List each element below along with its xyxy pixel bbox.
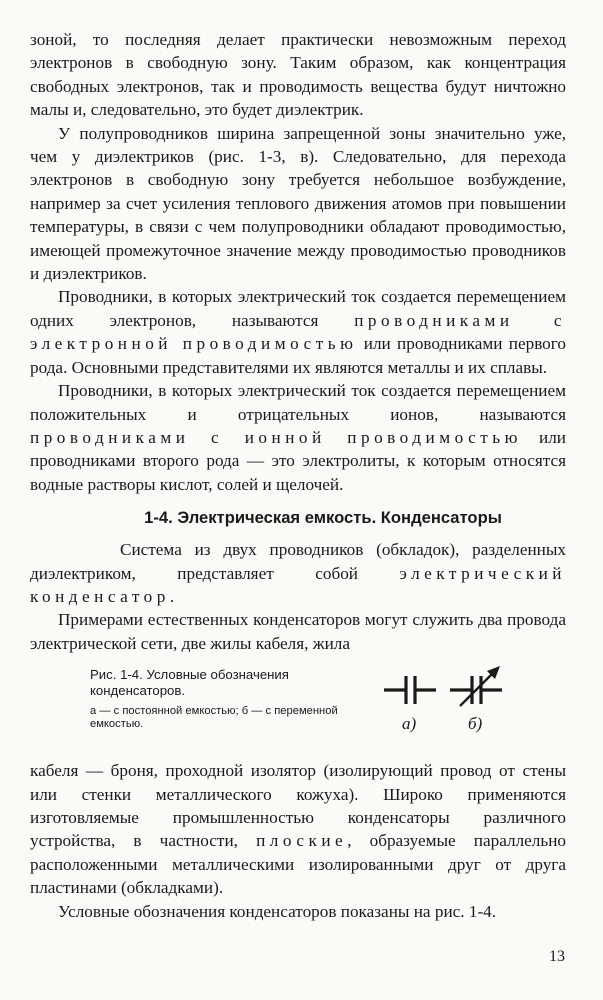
page-body	[30, 28, 566, 923]
text-run: Система из двух проводников (обкладок), разделенных диэлектриком, представляет собой	[30, 540, 566, 583]
text-run: кабеля — броня, проходной изолятор (изолирующий провод от стены или стенки металлического кожуха). Широко применяются изготовляемые промышленностью конденсаторы различного устройства, в частности,	[30, 761, 566, 851]
spaced-term: проводниками с электронной проводимостью	[30, 310, 566, 354]
text-run: , образуемые параллельно расположенными металлическими изолированными друг от друга пластинами (обкладками).	[30, 831, 566, 898]
variable-capacitor-symbol	[450, 666, 502, 706]
paragraph-examples-start: Примерами естественных конденсаторов могут служить два провода электрической сети, две жилы кабеля, жила	[30, 610, 566, 653]
text-run: или проводниками второго рода — это электролиты, к которым относятся водные растворы кислот, солей и щелочей.	[30, 427, 566, 494]
figure-caption	[90, 667, 362, 731]
spaced-term: электрический конденсатор	[30, 563, 566, 606]
page-number: 13	[549, 948, 565, 965]
label-b: б)	[468, 714, 483, 734]
paragraph-electronic-conductors	[30, 285, 566, 379]
figure-1-4	[30, 663, 566, 755]
label-a: а)	[402, 714, 417, 734]
paragraph-semiconductors: У полупроводников ширина запрещенной зоны значительно уже, чем у диэлектриков (рис. 1-3, в). Следовательно, для перехода электронов в свободную зону требуется небольшое возбуждение, например за счет усиления теплового движения атомов при повышении температуры, в связи с чем полупроводники обладают проводимостью, имеющей промежуточное значение между проводимостью проводников и диэлектриков.	[30, 123, 566, 284]
paragraph-capacitor-definition	[30, 538, 566, 608]
paragraph-dielectric-end: зоной, то последняя делает практически невозможным переход электронов в свободную зону. Таким образом, как концентрация свободных электронов, так и проводимость вещества будут ничтожно малы и, следовательно, это будет диэлектрик.	[30, 30, 566, 120]
fixed-capacitor-symbol	[384, 676, 436, 704]
text-run: .	[169, 586, 175, 606]
text-run: или проводниками первого рода. Основными представителями их являются металлы и их сплавы.	[30, 334, 566, 377]
text-run: Проводники, в которых электрический ток создается перемещением положительных и отрицательных ионов, называются	[30, 381, 566, 424]
figure-legend: а — с постоянной емкостью; б — с переменной емкостью.	[90, 705, 338, 731]
capacitor-symbols	[382, 665, 512, 735]
paragraph-ionic-conductors	[30, 379, 566, 496]
section-heading: 1-4. Электрическая емкость. Конденсаторы	[144, 508, 502, 528]
figure-title: Рис. 1-4. Условные обозначения конденсаторов.	[90, 667, 289, 699]
paragraph-final: Условные обозначения конденсаторов показаны на рис. 1-4.	[58, 901, 497, 921]
text-run: Проводники, в которых электрический ток создается перемещением одних электронов, называются	[30, 287, 566, 330]
spaced-term: проводниками с ионной проводимостью	[30, 427, 522, 447]
spaced-term: плоские	[256, 831, 348, 851]
paragraph-examples-continued	[30, 759, 566, 899]
